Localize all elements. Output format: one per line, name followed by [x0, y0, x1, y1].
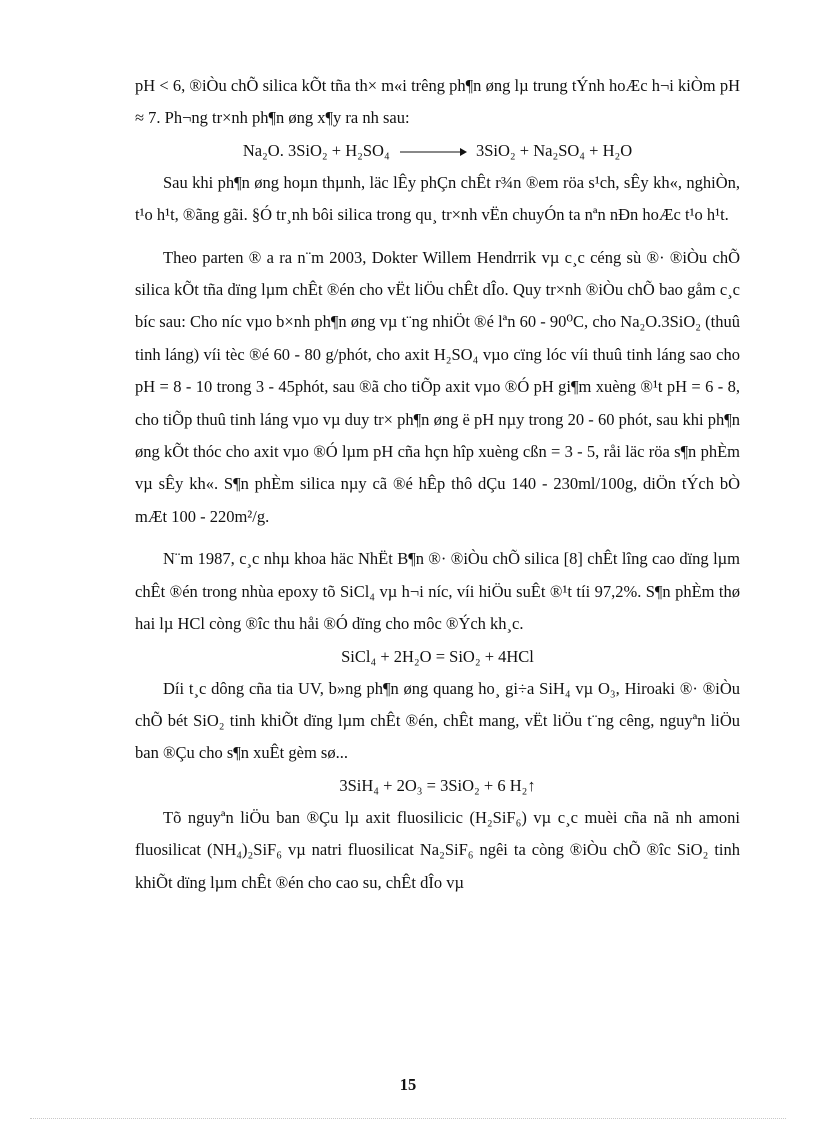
equation-2: SiCl₄ + 2H₂O = SiO₂ + 4HCl — [341, 646, 534, 666]
equation-3: 3SiH₄ + 2O₃ = 3SiO₂ + 6 H₂↑ — [339, 775, 536, 795]
equation-1 — [135, 135, 740, 167]
paragraph-2: Sau khi ph¶n øng hoµn thµnh, läc lÊy phÇn chÊt r¾n ®em röa s¹ch, sÊy kh«, nghiÒn, t¹o h¹t, ®ãng gãi. §Ó tr¸nh bôi silica trong qu¸ tr×nh vËn chuyÓn ta nªn nÐn hoÆc t¹o h¹t. — [135, 172, 740, 225]
page-number: 15 — [399, 1075, 417, 1094]
equation-1-reactants: Na₂O. 3SiO₂ + H₂SO₄ — [242, 140, 390, 160]
body-text — [135, 70, 740, 899]
paragraph-1: pH < 6, ®iÒu chÕ silica kÕt tña th× m«i trêng ph¶n øng lµ trung tÝnh hoÆc h¬i kiÒm pH ≈ 7. Ph¬ng tr×nh ph¶n øng x¶y ra nh sau: — [135, 76, 740, 128]
paragraph-3: Theo parten ® a ra n¨m 2003, Dokter Willem Hendrrik vµ c¸c céng sù ®· ®iÒu chÕ silica kÕt tña dïng lµm chÊt ®én cho vËt liÖu chÊt dÎo. Quy tr×nh ®iÒu chÕ bao gåm c¸c bíc sau: Cho níc vµo b×nh ph¶n øng vµ t¨ng nhiÖt ®é lªn 60 - 90⁰C, cho Na₂O.3SiO₂ (thuû tinh láng) víi tèc ®é 60 - 80 g/phót, cho axit H₂SO₄ vµo cïng lóc víi thuû tinh láng sao cho pH = 8 - 10 trong 3 - 45phót, sau ®ã cho tiÕp axit vµo ®Ó pH gi¶m xuèng ®¹t pH = 6 - 8, cho tiÕp thuû tinh láng vµo vµ duy tr× ph¶n øng ë pH nµy trong 20 - 60 phót, sau khi ph¶n øng kÕt thóc cho axit vµo ®Ó lµm pH cña hçn hîp xuèng cßn = 3 - 5, råi läc röa s¶n phÈm vµ sÊy kh«. S¶n phÈm silica nµy cã ®é hÊp thô dÇu 140 - 230ml/100g, diÖn tÝch bÒ mÆt 100 - 220m²/g. — [135, 247, 740, 526]
equation-1-products: 3SiO₂ + Na₂SO₄ + H₂O — [475, 140, 633, 160]
paragraph-6: Tõ nguyªn liÖu ban ®Çu lµ axit fluosilicic (H₂SiF₆) vµ c¸c muèi cña nã nh amoni fluosilicat (NH₄)₂SiF₆ vµ natri fluosilicat Na₂SiF₆ ngêi ta còng ®iÒu chÕ ®îc SiO₂ tinh khiÕt dïng lµm chÊt ®én cho cao su, chÊt dÎo vµ — [135, 807, 740, 892]
reaction-arrow-icon — [398, 146, 468, 158]
paragraph-5: Díi t¸c dông cña tia UV, b»ng ph¶n øng quang ho¸ gi÷a SiH₄ vµ O₃, Hiroaki ®· ®iÒu chÕ bét SiO₂ tinh khiÕt dïng lµm chÊt ®én, chÊt mang, vËt liÖu t¨ng cêng, nguyªn liÖu ban ®Çu cho s¶n xuÊt gèm sø... — [135, 678, 740, 763]
paragraph-4: N¨m 1987, c¸c nhµ khoa häc NhËt B¶n ®· ®iÒu chÕ silica [8] chÊt lîng cao dïng lµm chÊt ®én trong nhùa epoxy tõ SiCl₄ vµ h¬i níc, víi hiÖu suÊt ®¹t tíi 97,2%. S¶n phÈm thø hai lµ HCl còng ®îc thu håi ®Ó dïng cho môc ®Ých kh¸c. — [135, 549, 740, 634]
page-bottom-rule — [30, 1118, 786, 1119]
